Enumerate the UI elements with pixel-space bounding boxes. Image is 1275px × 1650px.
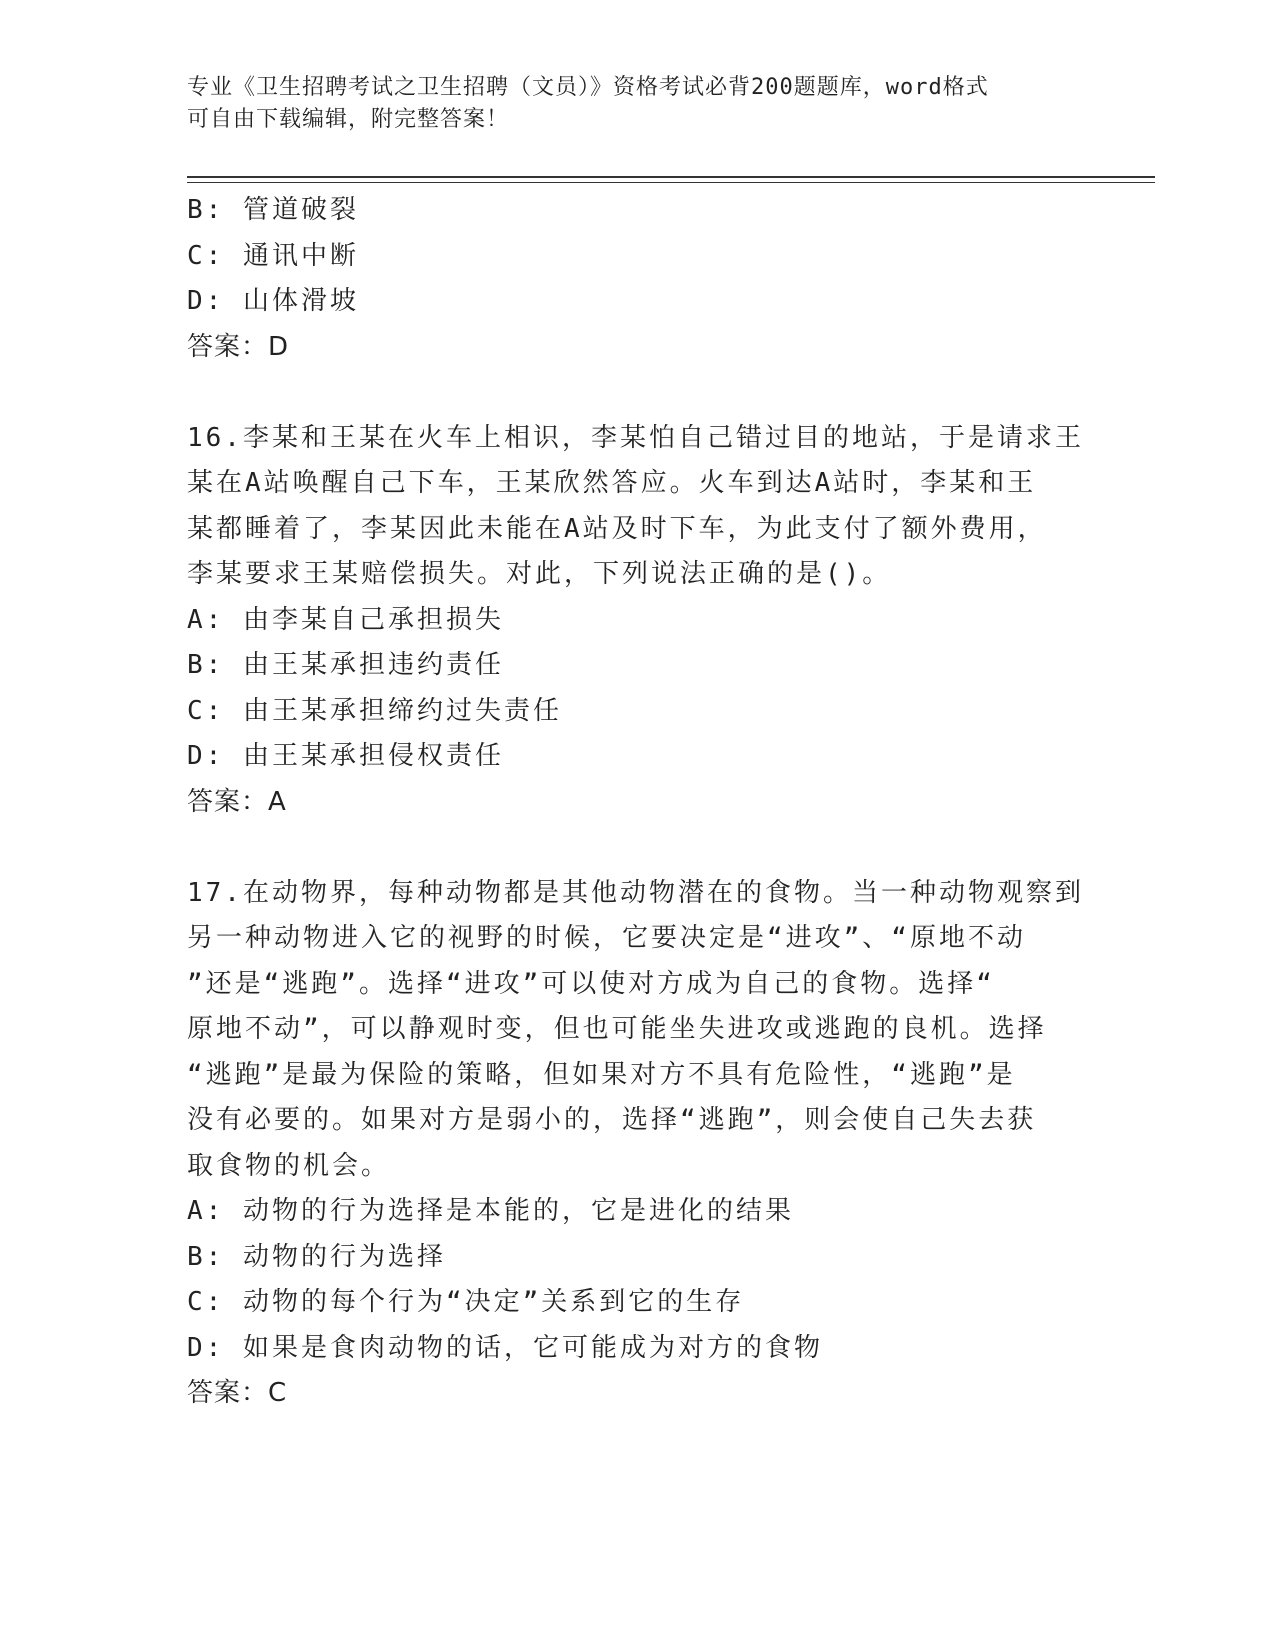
q17-option-a: A: 动物的行为选择是本能的，它是进化的结果 [187, 1196, 794, 1226]
q16-stem-line: 某在A站唤醒自己下车，王某欣然答应。火车到达A站时，李某和王 [187, 468, 1037, 498]
question-17 [187, 871, 1084, 1417]
question-spacer [187, 370, 1077, 416]
q17-answer: 答案：C [187, 1378, 288, 1408]
q17-stem-line: 取食物的机会。 [187, 1150, 391, 1181]
q16-option-c: C: 由王某承担缔约过失责任 [187, 695, 562, 726]
q16-stem-line: 16.李某和王某在火车上相识，李某怕自己错过目的地站，于是请求王 [187, 422, 1084, 453]
q16-option-a: A: 由李某自己承担损失 [187, 604, 504, 635]
question-15-tail [187, 188, 1077, 370]
document-header [187, 72, 1067, 136]
q17-option-c: C: 动物的每个行为“决定”关系到它的生存 [187, 1287, 745, 1317]
q16-option-b: B: 由王某承担违约责任 [187, 650, 504, 680]
q17-stem-line: ”还是“逃跑”。选择“进攻”可以使对方成为自己的食物。选择“ [187, 968, 995, 999]
header-title-line-2: 可自由下载编辑，附完整答案！ [187, 107, 510, 132]
header-divider-thin [187, 182, 1155, 183]
q16-answer: 答案：A [187, 786, 287, 817]
q15-option-d: D: 山体滑坡 [187, 286, 359, 316]
q17-option-d: D: 如果是食肉动物的话，它可能成为对方的食物 [187, 1332, 823, 1363]
header-title-line-1: 专业《卫生招聘考试之卫生招聘（文员）》资格考试必背200题题库，word格式 [187, 75, 989, 100]
q15-answer: 答案：D [187, 331, 290, 362]
q17-stem-line: “逃跑”是最为保险的策略，但如果对方不具有危险性，“逃跑”是 [187, 1059, 1016, 1090]
question-16 [187, 416, 1084, 826]
q16-option-d: D: 由王某承担侵权责任 [187, 741, 504, 771]
q17-stem-line: 另一种动物进入它的视野的时候，它要决定是“进攻”、“原地不动 [187, 923, 1026, 953]
q17-stem-line: 原地不动”，可以静观时变，但也可能坐失进攻或逃跑的良机。选择 [187, 1014, 1047, 1044]
q15-option-c: C: 通讯中断 [187, 240, 359, 271]
header-divider-thick [187, 176, 1155, 178]
question-list [187, 188, 1084, 1417]
q17-stem-line: 没有必要的。如果对方是弱小的，选择“逃跑”，则会使自己失去获 [187, 1105, 1037, 1135]
q16-stem-line: 某都睡着了，李某因此未能在A站及时下车，为此支付了额外费用， [187, 513, 1047, 544]
q17-stem-line: 17.在动物界，每种动物都是其他动物潜在的食物。当一种动物观察到 [187, 877, 1084, 908]
q17-option-b: B: 动物的行为选择 [187, 1241, 446, 1272]
q16-stem-line: 李某要求王某赔偿损失。对此，下列说法正确的是()。 [187, 559, 892, 589]
question-spacer [187, 825, 1077, 871]
q15-option-b: B: 管道破裂 [187, 195, 359, 225]
